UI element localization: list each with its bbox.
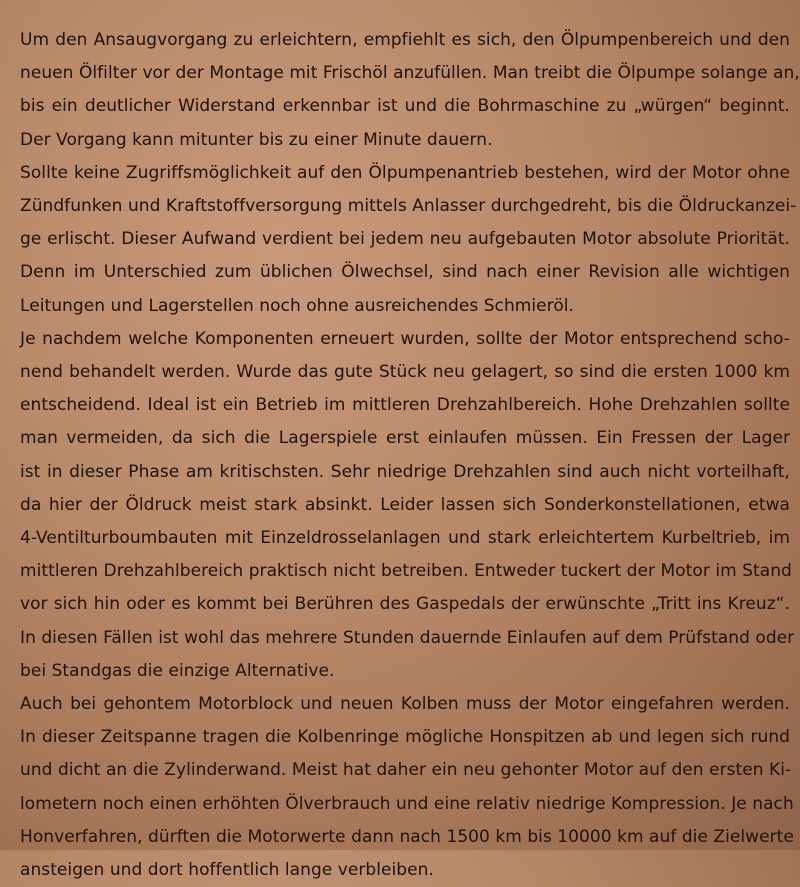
text-line: ist in dieser Phase am kritischsten. Sehr niedrige Drehzahlen sind auch nicht vorteilhaft, <box>20 461 790 482</box>
text-line: und dicht an die Zylinderwand. Meist hat daher ein neu gehonter Motor auf den ersten Ki- <box>20 760 792 781</box>
text-line: Zündfunken und Kraftstoffversorgung mittels Anlasser durchgedreht, bis die Öldruckanzei- <box>20 196 797 217</box>
text-line: nend behandelt werden. Wurde das gute Stück neu gelagert, so sind die ersten 1000 km <box>20 362 790 383</box>
text-line: 4-Ventilturboumbauten mit Einzeldrosselanlagen und stark erleichtertem Kurbeltrieb, im <box>20 528 790 549</box>
text-line: Leitungen und Lagerstellen noch ohne ausreichendes Schmieröl. <box>20 295 575 316</box>
text-line: da hier der Öldruck meist stark absinkt. Leider lassen sich Sonderkonstellationen, etwa <box>20 494 790 515</box>
text-line: Um den Ansaugvorgang zu erleichtern, empfiehlt es sich, den Ölpumpenbereich und den <box>20 30 790 50</box>
text-line: Der Vorgang kann mitunter bis zu einer Minute dauern. <box>20 129 493 150</box>
text-line: Honverfahren, dürften die Motorwerte dann nach 1500 km bis 10000 km auf die Zielwerte <box>20 826 794 847</box>
text-line: bei Standgas die einzige Alternative. <box>20 660 335 681</box>
text-line: lometern noch einen erhöhten Ölverbrauch und eine relativ niedrige Kompression. Je nach <box>20 793 794 814</box>
text-line: Je nachdem welche Komponenten erneuert wurden, sollte der Motor entsprechend scho- <box>20 328 790 349</box>
text-line: Auch bei gehontem Motorblock und neuen Kolben muss der Motor eingefahren werden. <box>20 694 790 715</box>
text-line: ge erlischt. Dieser Aufwand verdient bei jedem neu aufgebauten Motor absolute Priorität. <box>20 229 790 250</box>
text-line: Denn im Unterschied zum üblichen Ölwechsel, sind nach einer Revision alle wichtigen <box>20 262 790 283</box>
paragraph-4 <box>20 688 794 887</box>
paragraph-1 <box>20 24 800 157</box>
text-line: Sollte keine Zugriffsmöglichkeit auf den Ölpumpenantrieb bestehen, wird der Motor ohne <box>20 162 790 183</box>
text-line: neuen Ölfilter vor der Montage mit Frischöl anzufüllen. Man treibt die Ölpumpe solange an, <box>20 63 800 84</box>
text-line: man vermeiden, da sich die Lagerspiele erst einlaufen müssen. Ein Fressen der Lager <box>20 428 790 449</box>
text-line: In dieser Zeitspanne tragen die Kolbenringe mögliche Honspitzen ab und legen sich rund <box>20 727 790 748</box>
text-line: bis ein deutlicher Widerstand erkennbar ist und die Bohrmaschine zu „würgen“ beginnt. <box>20 96 790 117</box>
paragraph-3 <box>20 323 795 688</box>
text-line: mittleren Drehzahlbereich praktisch nicht betreiben. Entweder tuckert der Motor im Stand <box>20 561 792 582</box>
paragraph-2 <box>20 157 797 323</box>
text-line: ansteigen und dort hoffentlich lange verbleiben. <box>20 860 434 881</box>
text-line: entscheidend. Ideal ist ein Betrieb im mittleren Drehzahlbereich. Hohe Drehzahlen sollte <box>20 395 790 416</box>
text-line: vor sich hin oder es kommt bei Berühren des Gaspedals der erwünschte „Tritt ins Kreuz“. <box>20 594 790 615</box>
text-line: In diesen Fällen ist wohl das mehrere Stunden dauernde Einlaufen auf dem Prüfstand oder <box>20 627 795 648</box>
